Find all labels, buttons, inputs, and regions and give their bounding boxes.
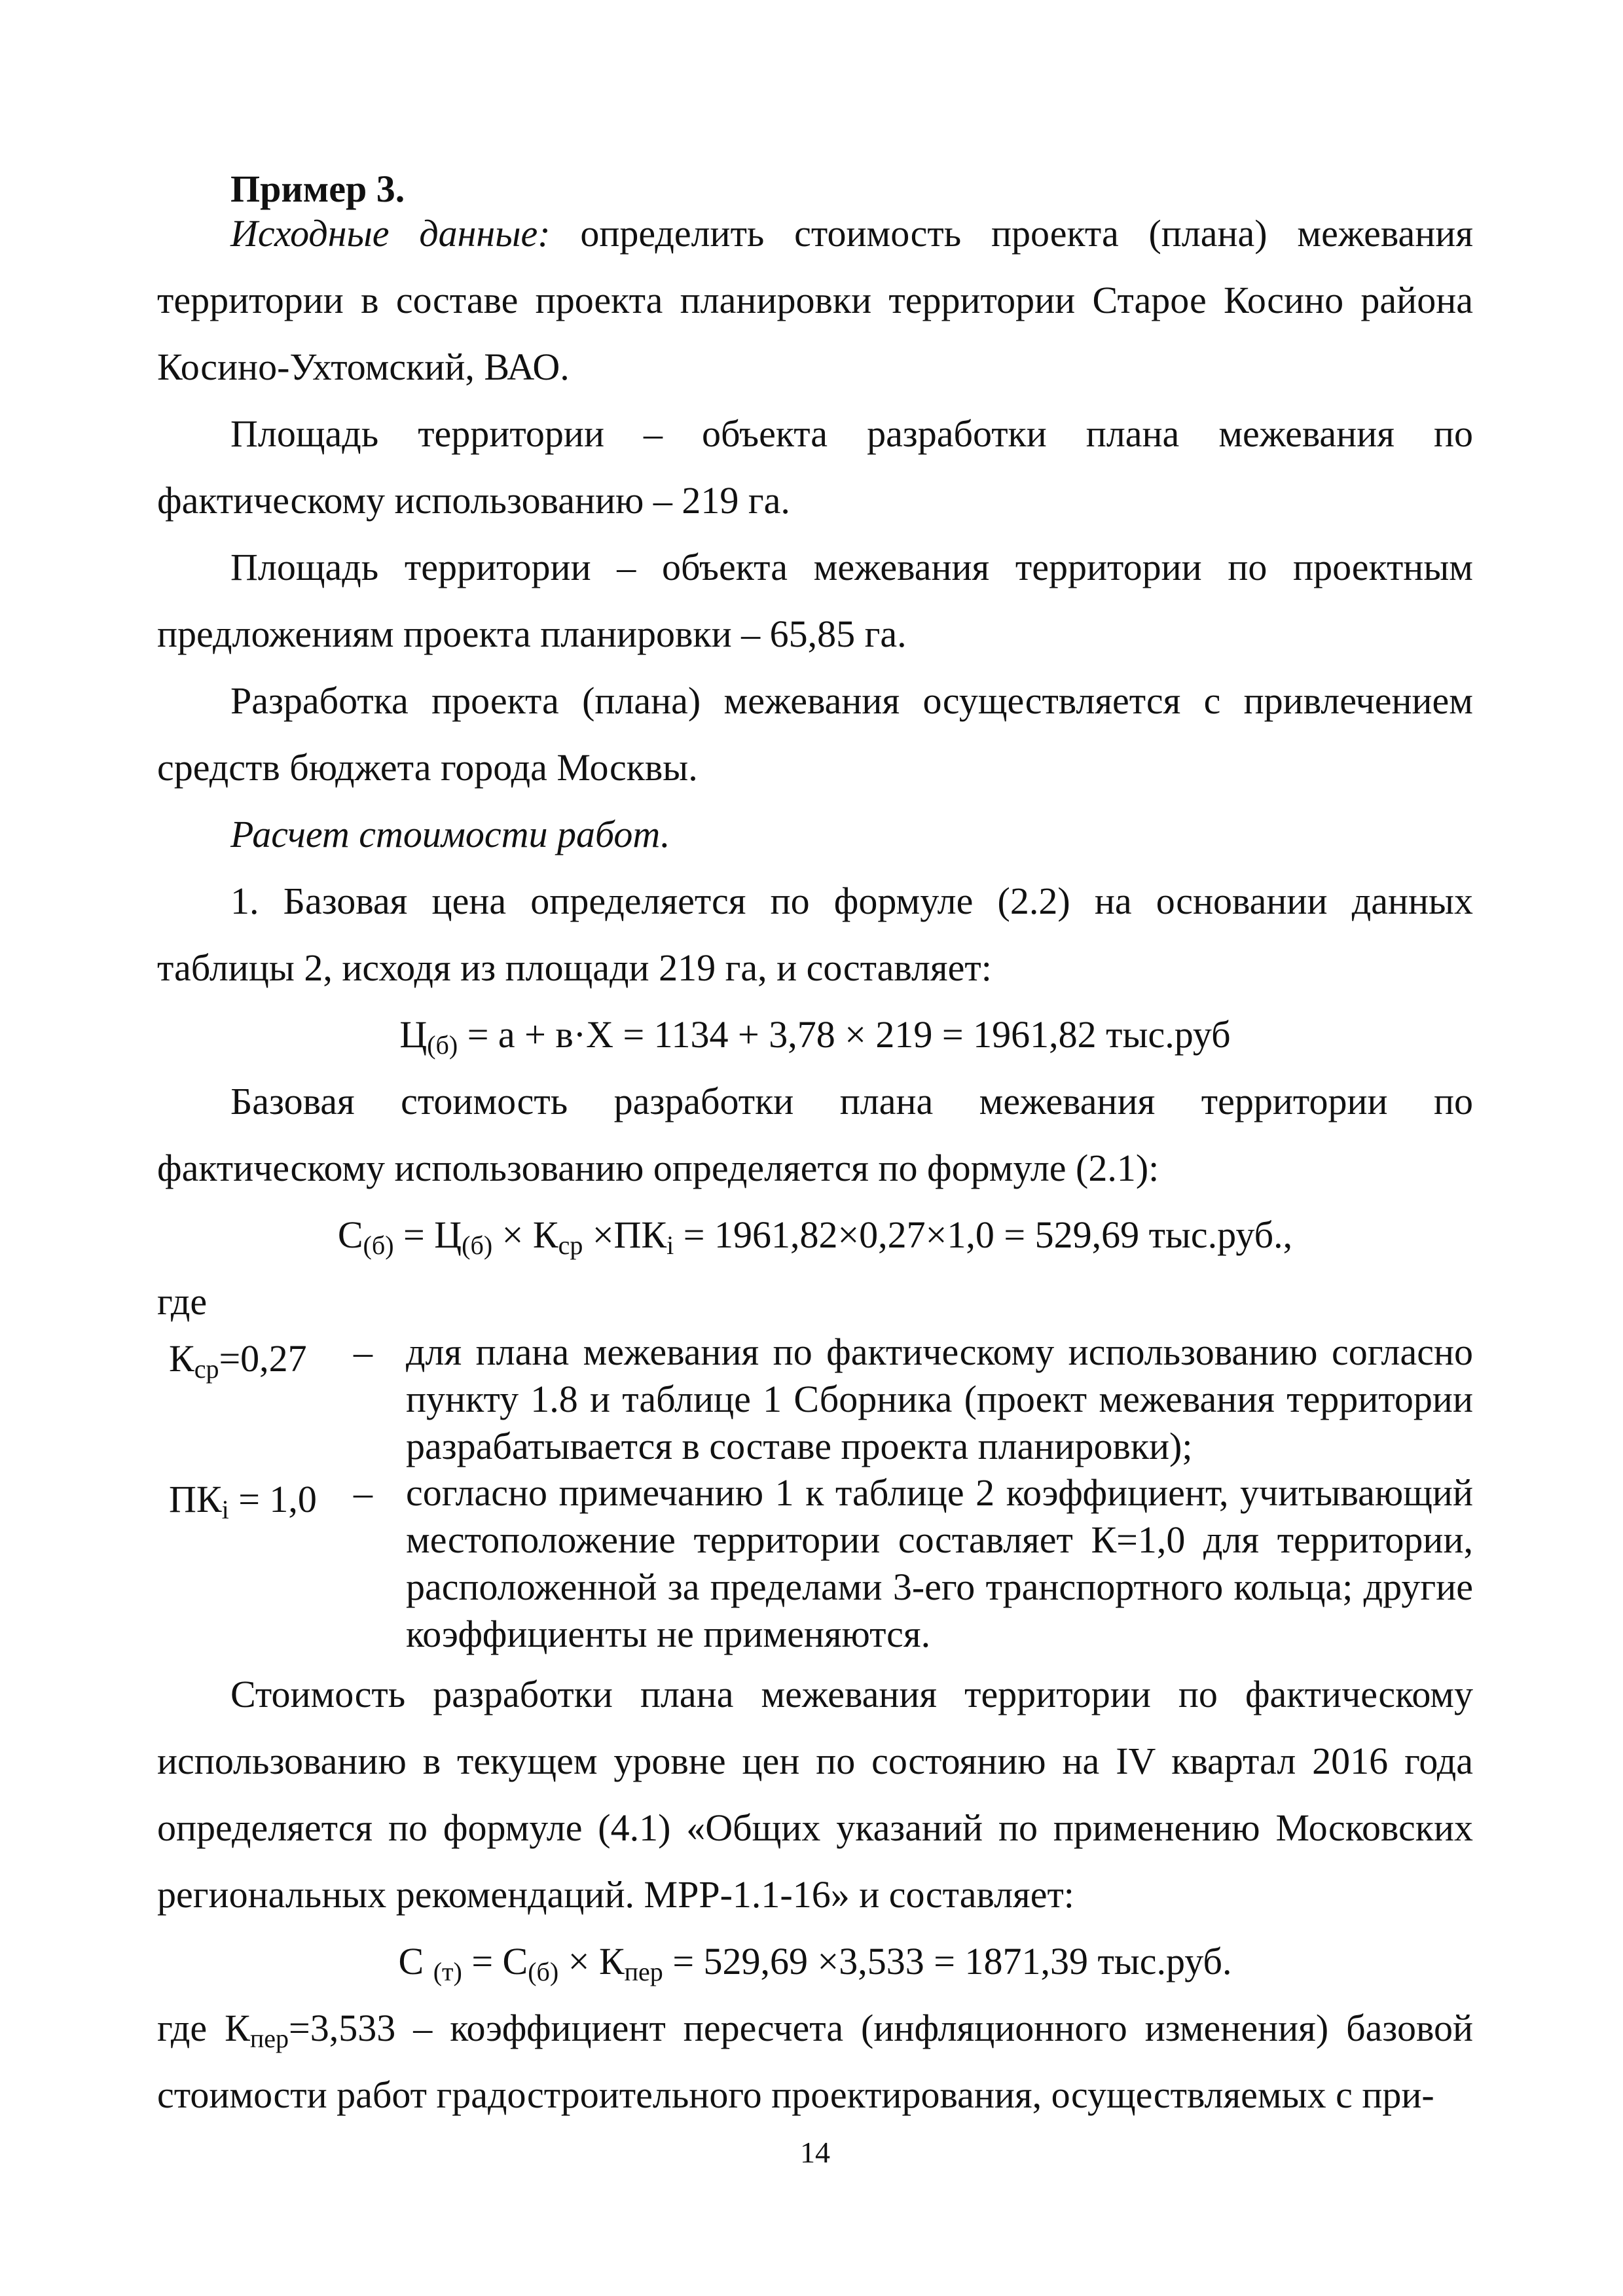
final-paragraph <box>157 1995 1473 2128</box>
term-sub: i <box>221 1495 229 1524</box>
page-number: 14 <box>800 2136 830 2169</box>
term-main: ПК <box>169 1478 222 1520</box>
formula2-kcp-sub: ср <box>558 1230 583 1260</box>
calc-heading: Расчет стоимости работ. <box>230 813 670 855</box>
funding-paragraph: Разработка проекта (плана) межевания осуществляется с привлечением средств бюджета города Москвы. <box>157 679 1473 789</box>
formula2-k: × К <box>492 1213 558 1256</box>
formula3-c: С <box>398 1940 433 1982</box>
definition-term <box>169 1335 319 1382</box>
formula3-rest: = 529,69 ×3,533 = 1871,39 тыс.руб. <box>663 1940 1232 1982</box>
current-cost-paragraph: Стоимость разработки плана межевания территории по фактическому использованию в текущем уровне цен по состоянию на IV квартал 2016 года определяется по формуле (4.1) «Общих указаний по применению Московских региональных рекомендаций. МРР-1.1-16» и составляет: <box>157 1673 1473 1916</box>
formula3-k: × К <box>558 1940 625 1982</box>
formula2-c-sub: (б) <box>363 1230 394 1260</box>
area-actual-paragraph: Площадь территории – объекта разработки плана межевания по фактическому использованию – 219 га. <box>157 412 1473 522</box>
formula2-eq1: = Ц <box>393 1213 462 1256</box>
formula-base-price <box>157 1001 1473 1068</box>
formula2-i-sub: i <box>666 1230 674 1260</box>
formula1-lhs: Ц <box>399 1013 428 1056</box>
term-rest: =0,27 <box>219 1337 307 1380</box>
formula1-lhs-sub: (б) <box>427 1030 458 1060</box>
final-sub: пер <box>249 2024 289 2053</box>
formula3-t-sub: (т) <box>433 1957 462 1986</box>
initial-data-paragraph <box>157 200 1473 401</box>
definition-dash: – <box>354 1471 373 1514</box>
definition-text: согласно примечанию 1 к таблице 2 коэффициент, учитывающий местоположение территории составляет К=1,0 для территории, расположенной за пределами 3-его транспортного кольца; другие коэффициенты не применяются. <box>406 1471 1473 1655</box>
definition-term <box>169 1476 319 1523</box>
final-where: где К <box>157 2007 250 2049</box>
definition-text: для плана межевания по фактическому использованию согласно пункту 1.8 и таблице 1 Сборника (проект межевания территории разрабатывается в составе проекта планировки); <box>406 1331 1473 1467</box>
formula1-rhs: = а + в·Х = 1134 + 3,78 × 219 = 1961,82 тыс.руб <box>458 1013 1231 1056</box>
definition-dash: – <box>354 1331 373 1373</box>
formula-base-cost <box>157 1202 1473 1268</box>
base-cost-paragraph: Базовая стоимость разработки плана межевания территории по фактическому использованию определяется по формуле (2.1): <box>157 1080 1473 1189</box>
base-price-paragraph: 1. Базовая цена определяется по формуле (2.2) на основании данных таблицы 2, исходя из площади 219 га, и составляет: <box>157 880 1473 989</box>
formula2-ts-sub: (б) <box>462 1230 493 1260</box>
formula-current-cost <box>157 1928 1473 1995</box>
formula3-b-sub: (б) <box>528 1957 559 1986</box>
heading-text: Пример 3. <box>230 168 405 210</box>
final-text: =3,533 – коэффициент пересчета (инфляционного изменения) базовой стоимости работ градостроительного проектирования, осуществляемых с при- <box>157 2007 1473 2116</box>
formula2-rest: = 1961,82×0,27×1,0 = 529,69 тыс.руб., <box>674 1213 1293 1256</box>
term-main: К <box>169 1337 194 1380</box>
area-project-paragraph: Площадь территории – объекта межевания территории по проектным предложениям проекта планировки – 65,85 га. <box>157 546 1473 655</box>
term-rest: = 1,0 <box>228 1478 317 1520</box>
formula3-eq: = С <box>462 1940 528 1982</box>
formula2-c: С <box>337 1213 363 1256</box>
where-label: где <box>157 1280 208 1323</box>
formula2-pk: ×ПК <box>583 1213 667 1256</box>
initial-label: Исходные данные: <box>230 212 551 255</box>
formula3-per-sub: пер <box>624 1957 663 1986</box>
initial-text: определить стоимость проекта (плана) межевания территории в составе проекта планировки территории Старое Косино района Косино-Ухтомский, ВАО. <box>157 212 1474 388</box>
term-sub: ср <box>194 1354 219 1384</box>
